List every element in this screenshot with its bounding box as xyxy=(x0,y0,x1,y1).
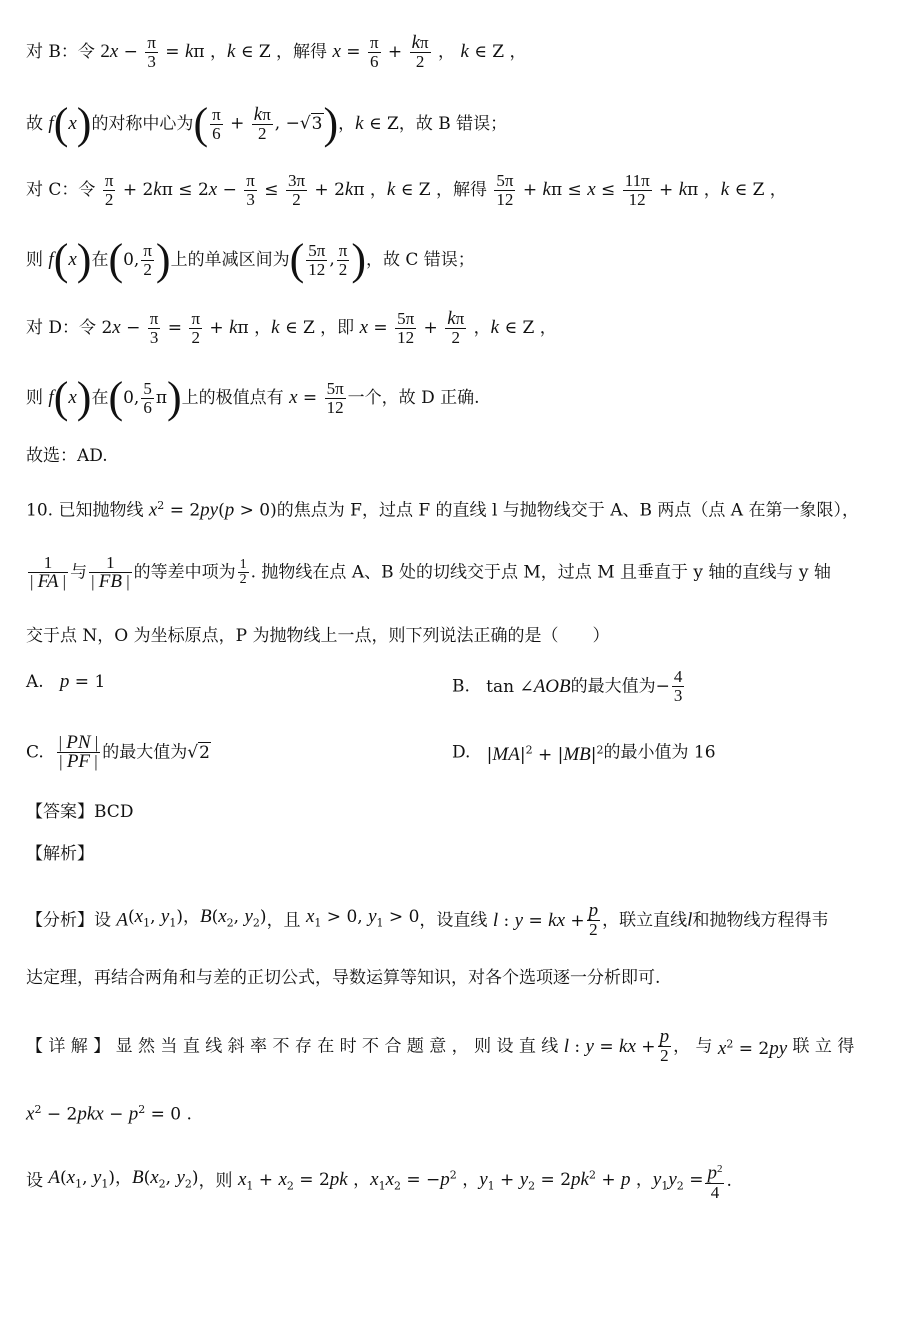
option-c-analysis-line2: 则 f(x)在(0, $\frac{\pi}{2}$ )上的单减区间为( $\frac{5\pi}{12}$ , $\frac{\pi}{2}$ )，故 C 错误； xyxy=(26,235,475,284)
solution-choice: 故选：AD. xyxy=(26,446,108,466)
detail-vieta-line: 设 $A(x_1$, $y_1$)，$B(x_2$, $y_2$)，则 $x_1 + x_2 = 2pk$ ，$x_1x_2 = -p^2$ ，$y_1 + y_2 = 2pk^2 + p$ ，$y_1y_2$ = $\frac{p^2}{4}$ . xyxy=(26,1160,880,1202)
option-b: B. tan ∠AOB的最大值为− $\frac{4}{3}$ xyxy=(452,667,683,705)
detail-equation: $x^2 - 2pkx - p^2 = 0$ . xyxy=(26,1103,192,1125)
analysis-line2: 达定理，再结合两角和与差的正切公式，导数运算等知识，对各个选项逐一分析即可. xyxy=(26,968,661,988)
analysis-line1: 【分析】设 $A(x_1$, $y_1$)，$B(x_2$, $y_2$)，且 $x_1 > 0$, $y_1 > 0$，设直线 l : y = kx + $\frac{p}{2}$ ，联立直线l和抛物线方程得韦 xyxy=(26,900,829,939)
question-10-line3: 交于点 N，O 为坐标原点，P 为抛物线上一点，则下列说法正确的是（ ） xyxy=(26,626,610,646)
option-b-analysis-line2: 故 f(x)的对称中心为( $\frac{\pi}{6}$ + $\frac{k\pi}{2}$ , −√3)，k ∈ Z，故 B 错误； xyxy=(26,99,508,148)
option-d: D. $|MA|^2 + |MB|^2$的最小值为 16 xyxy=(452,742,716,765)
option-c: C. $\frac{| PN |}{| PF |}$ 的最大值为√2 xyxy=(26,732,210,772)
option-d-analysis-line2: 则 f(x)在(0, $\frac{5}{6}$ π)上的极值点有 x = $\frac{5\pi}{12}$ 一个，故 D 正确. xyxy=(26,373,480,422)
option-d-analysis-line1: 对 D：令 2x − $\frac{\pi}{3}$ = $\frac{\pi}{2}$ + kπ ，k ∈ Z ，即 x = $\frac{5\pi}{12}$ + $\frac{k\pi}{2}$ ，k ∈ Z ， xyxy=(26,308,557,347)
option-c-analysis-line1: 对 C：令 $\frac{\pi}{2}$ + 2kπ ≤ 2x − $\frac{\pi}{3}$ ≤ $\frac{3\pi}{2}$ + 2kπ ，k ∈ Z ，解得 $\frac{5\pi}{12}$ + kπ ≤ x ≤ $\frac{11\pi}{12}$ + kπ ，k ∈ Z ， xyxy=(26,171,787,209)
question-10-line2: $\frac{1}{| FA |}$ 与 $\frac{1}{| FB |}$ 的等差中项为 $\frac{1}{2}$ . 抛物线在点 A、B 处的切线交于点 M，过点 M 且垂直于 y 轴的直线与 y 轴 xyxy=(30,553,831,592)
option-a: A. p = 1 xyxy=(26,671,106,692)
question-10-line1: 10. 已知抛物线 $x^2 = 2py(p > 0)$的焦点为 F，过点 F 的直线 l 与抛物线交于 A、B 两点（点 A 在第一象限）， xyxy=(26,499,859,521)
answer: 【答案】BCD xyxy=(26,802,134,822)
detail-line1: 【 详 解 】 显 然 当 直 线 斜 率 不 存 在 时 不 合 题 意 ， 则 设 直 线 l : y = kx + $\frac{p}{2}$ ， 与 $x^2 = 2py$ 联 立 得 xyxy=(26,1026,855,1065)
option-b-analysis-line1: 对 B：令 2x − $\frac{\pi}{3}$ = kπ ，k ∈ Z ，解得 x = $\frac{\pi}{6}$ + $\frac{k\pi}{2}$ ， k ∈ Z ， xyxy=(26,32,527,71)
analysis-label: 【解析】 xyxy=(26,844,94,864)
